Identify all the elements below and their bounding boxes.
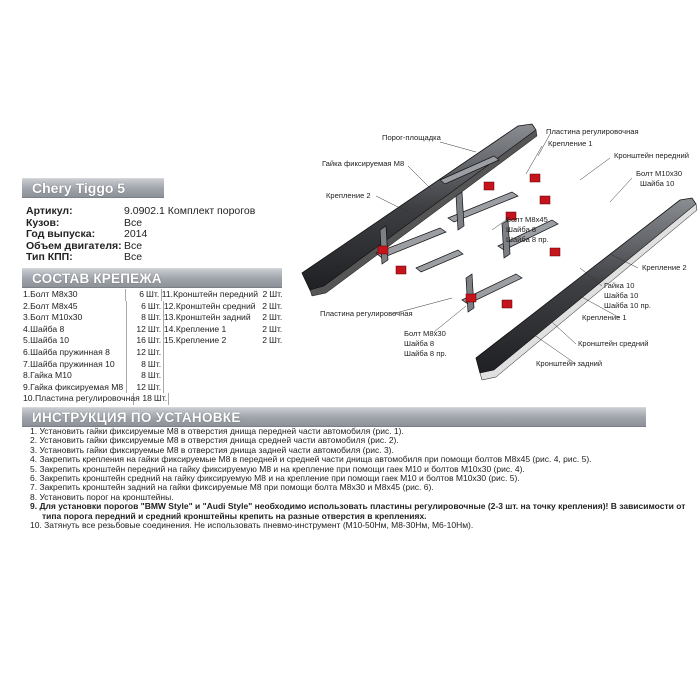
instruction-step: 4. Закрепить крепления на гайки фиксируемые М8 в передней и средней части днища автомобиля при помощи болтов М8х45 (рис. 4, рис. 5).: [30, 454, 592, 465]
part-qty: 18: [142, 393, 152, 404]
part-name: 13.Кронштейн задний: [163, 312, 251, 323]
part-unit: Шт.: [269, 312, 283, 323]
label-bolt-m10-top: Болт М10х30: [636, 169, 683, 178]
part-name: 1.Болт М8х30: [22, 289, 126, 301]
label-shayba10pr-right: Шайба 10 пр.: [604, 301, 651, 310]
part-name: [169, 393, 259, 405]
label-bolt-m8x45: Болт М8х45: [506, 215, 548, 224]
part-name: 9.Гайка фиксируемая М8: [22, 382, 127, 394]
instruction-steps: [30, 427, 690, 530]
part-name: 12.Кронштейн средний: [163, 300, 256, 311]
parts-header: СОСТАВ КРЕПЕЖА: [22, 268, 282, 288]
part-qty: 6: [139, 289, 144, 299]
part-qty: [258, 347, 269, 359]
label-kronshtein-sredniy: Кронштейн средний: [578, 339, 649, 348]
spec-value: Все: [124, 216, 143, 229]
part-name: 4.Шайба 8: [22, 324, 127, 336]
label-kreplenie2-right: Крепление 2: [642, 263, 687, 272]
part-unit: Шт.: [154, 393, 169, 405]
spec-label: Артикул:: [26, 205, 73, 217]
instruction-step: 6. Закрепить кронштейн средний на гайку фиксируемую М8 и на крепление при помощи гаек М10 и болтов М10х30 (рис. 5).: [30, 473, 520, 484]
part-qty: 6: [141, 300, 146, 311]
part-unit: Шт.: [148, 370, 164, 382]
part-qty: 2: [262, 300, 267, 311]
part-name: 6.Шайба пружинная 8: [22, 347, 127, 359]
part-qty: 12: [136, 381, 146, 392]
part-qty: 2: [262, 335, 267, 346]
table-row: [22, 312, 284, 324]
label-shayba8-bot: Шайба 8: [404, 339, 435, 348]
label-shayba8pr-bot: Шайба 8 пр.: [404, 349, 447, 358]
part-name: [164, 359, 258, 371]
part-unit: Шт.: [146, 289, 162, 301]
instruction-step: 10. Затянуть все резьбовые соединения. Не использовать пневмо-инструмент (М10-50Нм, М8-30Нм, М6-10Нм).: [30, 520, 474, 531]
table-row: [22, 347, 284, 359]
part-qty: [258, 382, 269, 394]
label-plastina-bottom: Пластина регулировочная: [320, 309, 413, 318]
table-row: [22, 359, 284, 371]
part-name: 8.Гайка М10: [22, 370, 127, 382]
spec-label: Год выпуска:: [26, 228, 96, 240]
spec-label: Тип КПП:: [26, 251, 73, 263]
model-title: Chery Tiggo 5: [22, 178, 164, 198]
table-row: [22, 289, 284, 301]
part-name: 15.Крепление 2: [163, 335, 227, 346]
part-name: [164, 382, 258, 394]
parts-table: [22, 289, 284, 405]
spec-value: Все: [124, 251, 143, 263]
part-unit: Шт.: [148, 312, 164, 324]
part-unit: Шт.: [269, 300, 283, 311]
part-unit: Шт.: [148, 359, 164, 371]
spec-value: 9.0902.1 Комплект порогов: [124, 205, 256, 217]
part-unit: Шт.: [148, 324, 164, 336]
instruction-step: 8. Установить порог на кронштейны.: [30, 491, 174, 502]
label-shayba10-top: Шайба 10: [640, 179, 675, 188]
label-porog: Порог-площадка: [382, 133, 441, 142]
label-kreplenie1-bottom: Крепление 1: [582, 313, 627, 322]
part-unit: Шт.: [148, 347, 164, 359]
instruction-step: 7. Закрепить кронштейн задний на гайки фиксируемые М8 при помощи болта М8х30 и М8х45 (рис. 6).: [30, 482, 434, 493]
part-name: 10.Пластина регулировочная: [23, 393, 140, 404]
part-name: 11.Кронштейн передний: [161, 289, 258, 299]
part-qty: 12: [136, 323, 146, 334]
part-qty: 2: [262, 323, 267, 334]
label-kreplenie2-top: Крепление 2: [326, 191, 371, 200]
part-name: 5.Шайба 10: [22, 335, 127, 347]
spec-label: Объем двигателя:: [26, 239, 122, 252]
part-qty: 8: [141, 358, 146, 369]
spec-label: Кузов:: [26, 216, 60, 229]
spec-value: 2014: [124, 228, 148, 240]
part-qty: 2: [262, 289, 268, 299]
table-row: [22, 301, 284, 313]
part-qty: 8: [141, 312, 146, 323]
spec-value: Все: [124, 239, 143, 252]
label-kreplenie1-top: Крепление 1: [548, 139, 593, 148]
spec-row: [26, 229, 255, 241]
part-unit: Шт.: [269, 289, 283, 299]
table-row: [22, 370, 284, 382]
label-gayka-m8: Гайка фиксируемая М8: [322, 159, 405, 168]
label-shayba8-mid: Шайба 8: [506, 225, 537, 234]
part-unit: Шт.: [269, 335, 283, 346]
part-name: [164, 347, 258, 359]
part-name: 7.Шайба пружинная 10: [22, 359, 127, 371]
exploded-diagram: [280, 118, 700, 388]
label-gayka10: Гайка 10: [604, 281, 635, 290]
part-unit: Шт.: [148, 335, 164, 347]
part-name: [164, 370, 258, 382]
instruction-step: 2. Установить гайки фиксируемые М8 в отверстия днища средней части автомобиля (рис. 2).: [30, 435, 399, 446]
part-name: 14.Крепление 1: [163, 323, 227, 334]
instructions-header: ИНСТРУКЦИЯ ПО УСТАНОВКЕ: [22, 407, 646, 427]
spec-list: [26, 206, 255, 264]
table-row: [22, 324, 284, 336]
part-unit: Шт.: [269, 323, 283, 334]
instruction-step: 5. Закрепить кронштейн передний на гайку фиксируемую М8 и на крепление при помощи гаек М10 и болтов М10х30 (рис. 4).: [30, 463, 525, 474]
part-qty: [259, 393, 270, 405]
part-qty: 12: [136, 346, 146, 357]
label-shayba10-right: Шайба 10: [604, 291, 639, 300]
label-plastina-top: Пластина регулировочная: [546, 127, 639, 136]
label-kronshtein-zadniy: Кронштейн задний: [536, 359, 603, 368]
part-qty: 8: [141, 370, 146, 381]
part-qty: 2: [262, 312, 267, 323]
part-unit: Шт.: [148, 301, 164, 313]
part-unit: Шт.: [148, 382, 164, 394]
label-bolt-m8x30: Болт М8х30: [404, 329, 446, 338]
part-qty: 16: [136, 335, 146, 346]
label-kronshtein-peredniy: Кронштейн передний: [614, 151, 690, 160]
part-qty: [258, 359, 269, 371]
label-shayba8pr-mid: Шайба 8 пр.: [506, 235, 549, 244]
instruction-step: 1. Установить гайки фиксируемые М8 в отверстия днища передней части автомобиля (рис. 1).: [30, 426, 404, 436]
instruction-step: 3. Установить гайки фиксируемые М8 в отверстия днища задней части автомобиля (рис. 3).: [30, 444, 394, 455]
instruction-step: 9. Для установки порогов "BMW Style" и "Audi Style" необходимо использовать пластины регулировочные (2-3 шт. на точку крепления)! В зависимости от типа порога передний и средний кронштейны крепить на разные отверстия в креплениях.: [30, 501, 686, 521]
spec-row: [26, 252, 255, 264]
spec-row: [26, 206, 255, 218]
table-row: [22, 393, 284, 405]
part-unit: [270, 393, 284, 405]
table-row: [22, 382, 284, 394]
part-name: 3.Болт М10х30: [22, 312, 127, 324]
part-qty: [258, 370, 269, 382]
part-name: 2.Болт М8х45: [22, 301, 127, 313]
table-row: [22, 335, 284, 347]
